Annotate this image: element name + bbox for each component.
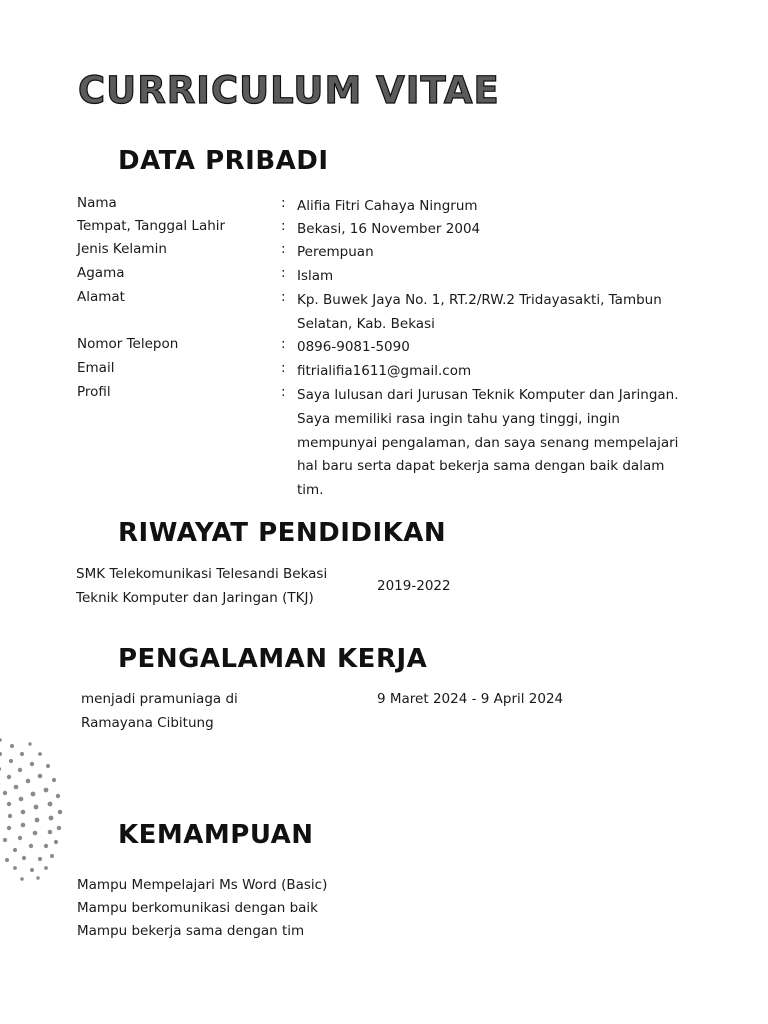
field-label: Jenis Kelamin bbox=[77, 241, 167, 257]
field-separator: : bbox=[281, 265, 286, 281]
field-value: Islam bbox=[297, 268, 334, 284]
field-label: Nomor Telepon bbox=[77, 336, 179, 352]
field-label: Tempat, Tanggal Lahir bbox=[77, 218, 226, 234]
field-value: Kp. Buwek Jaya No. 1, RT.2/RW.2 Tridayasakti, Tambun Selatan, Kab. Bekasi bbox=[297, 292, 662, 332]
field-separator: : bbox=[281, 336, 286, 352]
field-separator: : bbox=[281, 289, 286, 305]
field-value: 0896-9081-5090 bbox=[297, 339, 410, 355]
field-separator: : bbox=[281, 384, 286, 400]
field-label: Nama bbox=[77, 195, 117, 211]
field-value: fitrialifia1611@gmail.com bbox=[297, 363, 472, 379]
field-label: Alamat bbox=[77, 289, 125, 305]
experience-period: 9 Maret 2024 - 9 April 2024 bbox=[377, 691, 564, 707]
field-label: Email bbox=[77, 360, 115, 376]
skill-item: Mampu bekerja sama dengan tim bbox=[77, 923, 305, 939]
field-value: Bekasi, 16 November 2004 bbox=[297, 221, 481, 237]
section-title-personal: DATA PRIBADI bbox=[118, 146, 329, 176]
field-value: Perempuan bbox=[297, 244, 374, 260]
education-school: SMK Telekomunikasi Telesandi Bekasi bbox=[76, 566, 328, 582]
field-label: Profil bbox=[77, 384, 111, 400]
field-separator: : bbox=[281, 360, 286, 376]
decorative-dot-pattern bbox=[0, 718, 70, 888]
section-title-experience: PENGALAMAN KERJA bbox=[118, 644, 428, 674]
education-years: 2019-2022 bbox=[377, 578, 451, 594]
section-title-education: RIWAYAT PENDIDIKAN bbox=[118, 518, 447, 548]
field-separator: : bbox=[281, 241, 286, 257]
cv-title: CURRICULUM VITAE bbox=[78, 69, 500, 112]
experience-role: menjadi pramuniaga di bbox=[81, 691, 238, 707]
field-separator: : bbox=[281, 218, 286, 234]
field-separator: : bbox=[281, 195, 286, 211]
field-value: Saya lulusan dari Jurusan Teknik Komputer dan Jaringan. Saya memiliki rasa ingin tahu yang tinggi, ingin mempunyai pengalaman, dan saya senang mempelajari hal baru serta dapat bekerja sama dengan baik dalam tim. bbox=[297, 387, 679, 499]
field-label: Agama bbox=[77, 265, 125, 281]
field-value: Alifia Fitri Cahaya Ningrum bbox=[297, 198, 478, 214]
skill-item: Mampu Mempelajari Ms Word (Basic) bbox=[77, 877, 328, 893]
experience-place: Ramayana Cibitung bbox=[81, 715, 214, 731]
section-title-skills: KEMAMPUAN bbox=[118, 820, 314, 850]
skill-item: Mampu berkomunikasi dengan baik bbox=[77, 900, 318, 916]
education-major: Teknik Komputer dan Jaringan (TKJ) bbox=[76, 590, 314, 606]
